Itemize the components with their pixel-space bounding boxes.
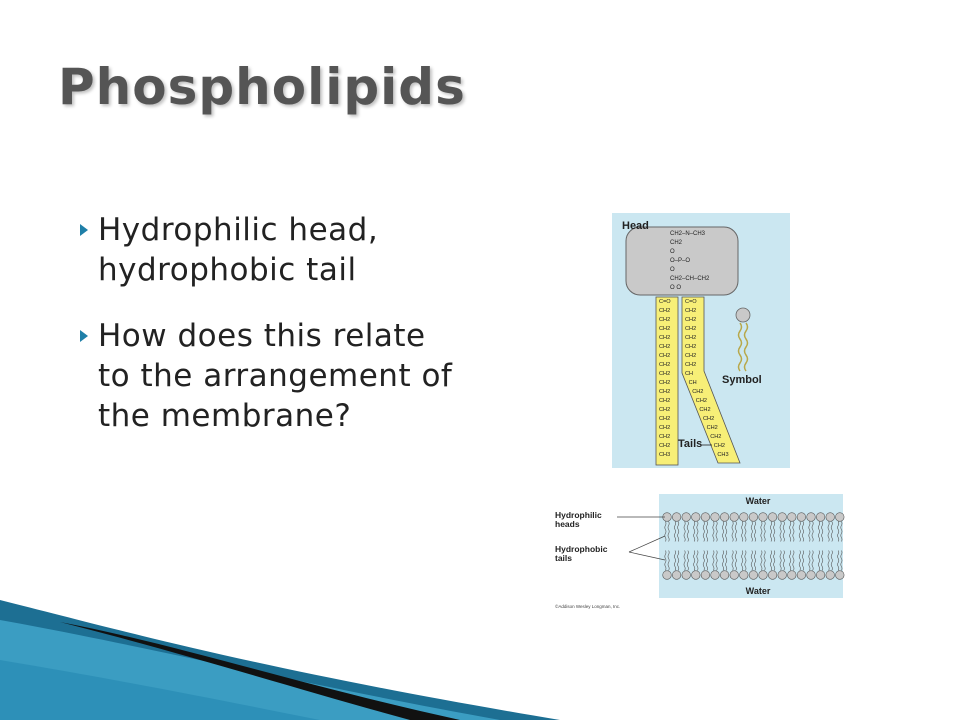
bottom-lipid-head bbox=[749, 571, 758, 580]
bottom-lipid-head bbox=[768, 571, 777, 580]
chain-right-group: CH2 bbox=[685, 317, 697, 323]
chain-right-group: C=O bbox=[685, 299, 697, 305]
bottom-lipid-head bbox=[672, 571, 681, 580]
chain-left-group: CH2 bbox=[659, 362, 671, 368]
bottom-lipid-head bbox=[663, 571, 672, 580]
top-lipid-head bbox=[720, 513, 729, 522]
bottom-lipid-head bbox=[826, 571, 835, 580]
chain-left-group: C=O bbox=[659, 299, 671, 305]
top-lipid-head bbox=[711, 513, 720, 522]
slide-title: Phospholipids bbox=[58, 58, 466, 116]
chain-left-group: CH2 bbox=[659, 434, 671, 440]
chain-right-group: CH2 bbox=[685, 326, 697, 332]
bullet-arrow-icon bbox=[80, 316, 98, 436]
bottom-lipid-head bbox=[682, 571, 691, 580]
bottom-lipid-head bbox=[692, 571, 701, 580]
chain-left-group: CH2 bbox=[659, 389, 671, 395]
head-chem-line: O O bbox=[670, 285, 682, 291]
chain-left-group: CH2 bbox=[659, 308, 671, 314]
symbol-label: Symbol bbox=[722, 374, 762, 386]
top-lipid-head bbox=[740, 513, 749, 522]
top-lipid-head bbox=[682, 513, 691, 522]
hydrophobic-tails-label: Hydrophobic tails bbox=[555, 544, 608, 563]
top-lipid-head bbox=[807, 513, 816, 522]
head-chem-line: CH2–CH–CH2 bbox=[670, 276, 710, 282]
chain-right-group: CH bbox=[688, 380, 697, 386]
bottom-lipid-head bbox=[797, 571, 806, 580]
chain-left-group: CH2 bbox=[659, 344, 671, 350]
bottom-lipid-head bbox=[816, 571, 825, 580]
chain-right-group: CH2 bbox=[685, 362, 697, 368]
chain-left-group: CH2 bbox=[659, 398, 671, 404]
chain-right-group: CH2 bbox=[706, 425, 718, 431]
chain-left-group: CH2 bbox=[659, 317, 671, 323]
chain-left-group: CH2 bbox=[659, 407, 671, 413]
top-lipid-head bbox=[759, 513, 768, 522]
top-lipid-head bbox=[701, 513, 710, 522]
head-chem-line: CH2 bbox=[670, 240, 683, 246]
top-lipid-head bbox=[672, 513, 681, 522]
head-chem-line: O bbox=[670, 249, 675, 255]
chain-right-group: CH2 bbox=[710, 434, 722, 440]
tails-label: Tails bbox=[678, 438, 703, 450]
bottom-lipid-head bbox=[740, 571, 749, 580]
lipid-bilayer-diagram bbox=[553, 490, 845, 614]
chain-left-group: CH2 bbox=[659, 380, 671, 386]
bullet-arrow-icon bbox=[80, 210, 98, 290]
chain-right-group: CH2 bbox=[703, 416, 715, 422]
water-bottom-label: Water bbox=[745, 586, 771, 596]
top-lipid-head bbox=[692, 513, 701, 522]
chain-right-group: CH2 bbox=[695, 398, 708, 404]
chain-right-group: CH2 bbox=[685, 344, 697, 350]
bottom-lipid-head bbox=[836, 571, 845, 580]
bottom-lipid-head bbox=[730, 571, 739, 580]
chain-left-group: CH2 bbox=[659, 353, 671, 359]
chain-right-group: CH bbox=[685, 371, 694, 377]
chain-left-group: CH3 bbox=[659, 452, 671, 458]
top-lipid-head bbox=[816, 513, 825, 522]
chain-left-group: CH2 bbox=[659, 335, 671, 341]
bottom-lipid-head bbox=[701, 571, 710, 580]
top-lipid-head bbox=[730, 513, 739, 522]
phospholipid-molecule-diagram bbox=[612, 213, 790, 468]
chain-right-group: CH3 bbox=[717, 452, 729, 458]
head-label: Head bbox=[622, 220, 649, 232]
top-lipid-head bbox=[836, 513, 845, 522]
chain-left-group: CH2 bbox=[659, 371, 671, 377]
hydrophilic-heads-label: Hydrophilic heads bbox=[555, 510, 602, 529]
top-lipid-head bbox=[778, 513, 787, 522]
top-lipid-head bbox=[797, 513, 806, 522]
bullet-text: Hydrophilic head, hydrophobic tail bbox=[98, 212, 379, 288]
bottom-lipid-head bbox=[759, 571, 768, 580]
credit-text: ©Addison Wesley Longman, Inc. bbox=[555, 604, 621, 609]
symbol-head-icon bbox=[736, 308, 750, 322]
chain-right-group: CH2 bbox=[699, 407, 711, 413]
top-lipid-head bbox=[749, 513, 758, 522]
bullet-list bbox=[80, 210, 460, 462]
chain-right-group: CH2 bbox=[713, 443, 726, 449]
head-chem-line: O–P–O bbox=[670, 258, 691, 264]
chain-left-group: CH2 bbox=[659, 416, 671, 422]
decorative-swoosh bbox=[0, 600, 560, 720]
bottom-lipid-head bbox=[778, 571, 787, 580]
bottom-lipid-head bbox=[711, 571, 720, 580]
top-lipid-head bbox=[826, 513, 835, 522]
bullet-item bbox=[80, 210, 460, 290]
water-top-label: Water bbox=[745, 496, 771, 506]
top-lipid-head bbox=[768, 513, 777, 522]
bullet-text: How does this relate to the arrangement of the membrane? bbox=[98, 318, 453, 434]
chain-right-group: CH2 bbox=[685, 335, 697, 341]
bullet-item bbox=[80, 316, 460, 436]
head-chem-line: O bbox=[670, 267, 675, 273]
bottom-lipid-head bbox=[788, 571, 797, 580]
chain-right-group: CH2 bbox=[685, 308, 697, 314]
bottom-lipid-head bbox=[720, 571, 729, 580]
chain-left-group: CH2 bbox=[659, 443, 671, 449]
chain-left-group: CH2 bbox=[659, 425, 671, 431]
bottom-lipid-head bbox=[807, 571, 816, 580]
head-chem-line: CH2–N–CH3 bbox=[670, 231, 706, 237]
bilayer-panel bbox=[659, 494, 843, 598]
chain-right-group: CH2 bbox=[685, 353, 697, 359]
top-lipid-head bbox=[788, 513, 797, 522]
chain-left-group: CH2 bbox=[659, 326, 671, 332]
chain-right-group: CH2 bbox=[692, 389, 704, 395]
